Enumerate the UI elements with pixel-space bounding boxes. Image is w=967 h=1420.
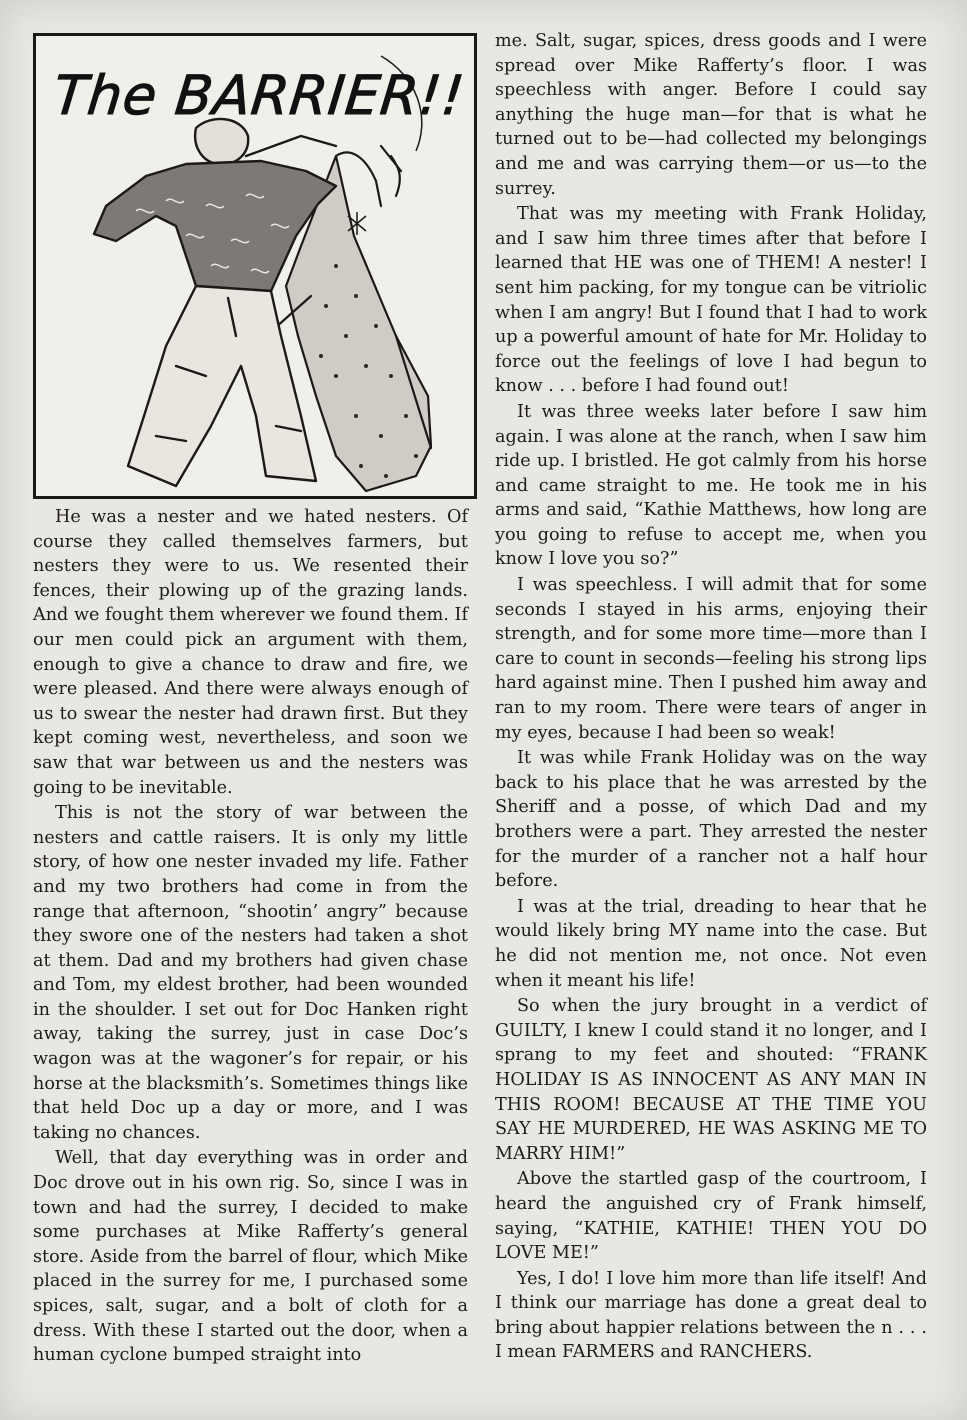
paragraph: I was speechless. I will admit that for some seconds I stayed in his arms, enjoying their strength, and for some more time—more than I care to count in seconds—feeling his strong lips hard against mine. Then I pushed him away and ran to my room. There were tears of anger in my eyes, because I had been so weak! xyxy=(495,575,927,743)
paragraph: me. Salt, sugar, spices, dress goods and I were spread over Mike Rafferty’s floor. I was speechless with anger. Before I could say anything the huge man—for that is what he turned out to be—had collected my belongings and me and was carrying them—or us—to the surrey. xyxy=(495,31,927,199)
paragraph: Yes, I do! I love him more than life itself! And I think our marriage has done a great deal to bring about happier relations between the n . . . I mean FARMERS and RANCHERS. xyxy=(495,1268,927,1363)
story-title: The BARRIER!! xyxy=(50,64,468,127)
paragraph: This is not the story of war between the nesters and cattle raisers. It is only my little story, of how one nester invaded my life. Father and my two brothers had come in from the range that afternoon, “shootin’ angry” because they swore one of the nesters had taken a shot at them. Dad and my brothers had given chase and Tom, my eldest brother, had been wounded in the shoulder. I set out for Doc Hanken right away, taking the surrey, just in case Doc’s wagon was at the wagoner’s for repair, or his horse at the blacksmith’s. Sometimes things like that held Doc up a day or more, and I was taking no chances. xyxy=(33,803,468,1143)
paragraph: I was at the trial, dreading to hear that he would likely bring MY name into the case. But he did not mention me, not once. Not even when it meant his life! xyxy=(495,896,927,991)
paragraph: That was my meeting with Frank Holiday, and I saw him three times after that before I learned that HE was one of THEM! A nester! I sent him packing, for my tongue can be vitriolic when I am angry! But I found that I had to work up a powerful amount of hate for Mr. Holiday to force out the feelings of love I had begun to know . . . before I had found out! xyxy=(495,204,927,397)
paragraph: So when the jury brought in a verdict of GUILTY, I knew I could stand it no longer, and I sprang to my feet and shouted: “FRANK HOLIDAY IS AS INNOCENT AS ANY MAN IN THIS ROOM! BECAUSE AT THE TIME YOU SAY HE MURDERED, HE WAS ASKING ME TO MARRY HIM!” xyxy=(495,996,927,1164)
paragraph: Above the startled gasp of the courtroom, I heard the anguished cry of Frank himself, saying, “KATHIE, KATHIE! THEN YOU DO LOVE ME!” xyxy=(495,1169,927,1264)
paragraph: Well, that day everything was in order and Doc drove out in his own rig. So, since I was in town and had the surrey, I decided to make some purchases at Mike Rafferty’s general store. Aside from the barrel of flour, which Mike placed in the surrey for me, I purchased some spices, salt, sugar, and a bolt of cloth for a dress. With these I started out the door, when a human cyclone bumped straight into xyxy=(33,1148,468,1366)
right-column xyxy=(495,29,927,1366)
paragraph: It was three weeks later before I saw him again. I was alone at the ranch, when I saw him ride up. I bristled. He got calmly from his horse and came straight to me. He took me in his arms and said, “Kathie Matthews, how long are you going to refuse to accept me, when you know I love you so?” xyxy=(495,401,927,570)
left-column xyxy=(33,505,468,1369)
story-illustration xyxy=(33,33,477,499)
paragraph: It was while Frank Holiday was on the way back to his place that he was arrested by the Sheriff and a posse, of which Dad and my brothers were a part. They arrested the nester for the murder of a rancher not a half hour before. xyxy=(495,748,927,892)
paragraph: He was a nester and we hated nesters. Of course they called themselves farmers, but nesters they were to us. We resented their fences, their plowing up of the grazing lands. And we fought them wherever we found them. If our men could pick an argument with them, enough to give a chance to draw and fire, we were pleased. And there were always enough of us to swear the nester had drawn first. But they kept coming west, nevertheless, and soon we saw that war between us and the nesters was going to be inevitable. xyxy=(33,507,468,798)
